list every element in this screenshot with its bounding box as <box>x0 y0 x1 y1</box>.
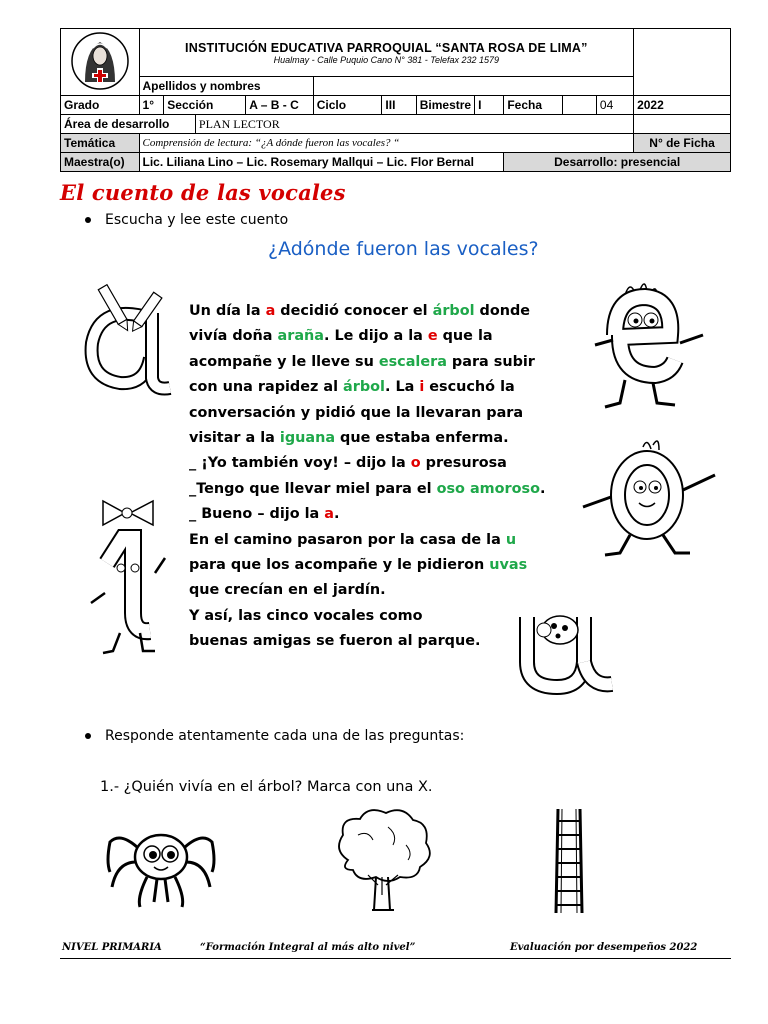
story-segment: En el camino pasaron por la casa de la <box>189 531 506 548</box>
story-line <box>189 350 569 375</box>
question-1: 1.- ¿Quién vivía en el árbol? Marca con una X. <box>100 779 433 795</box>
header-table <box>60 28 731 172</box>
letter-o-character-illustration <box>575 435 725 565</box>
story-segment: presurosa <box>420 455 507 472</box>
instruction-2-text: Responde atentamente cada una de las preguntas: <box>105 728 465 744</box>
story-line <box>189 401 569 426</box>
area-blank-cell <box>634 115 731 134</box>
story-segment: _ ¡Yo también voy! – dijo la <box>189 455 411 472</box>
footer-right: Evaluación por desempeños 2022 <box>510 942 698 953</box>
instruction-1 <box>85 212 288 228</box>
institution-name: INSTITUCIÓN EDUCATIVA PARROQUIAL “SANTA ROSA DE LIMA” <box>185 40 588 55</box>
seccion-value: A – B - C <box>246 96 314 115</box>
institution-address: Hualmay - Calle Puquio Cano N° 381 - Telefax 232 1579 <box>273 54 499 65</box>
story-segment: que estaba enferma. <box>335 430 509 447</box>
story-segment: para subir <box>446 353 535 370</box>
apellidos-field[interactable] <box>313 77 633 96</box>
story-segment: _Tengo que llevar miel para el <box>189 480 437 497</box>
story-segment: conversación y pidió que la llevaran para <box>189 404 524 421</box>
story-line <box>189 553 569 578</box>
apellidos-label: Apellidos y nombres <box>139 77 313 96</box>
ladder-option-icon[interactable] <box>550 805 590 917</box>
ciclo-value: III <box>382 96 416 115</box>
tree-option-icon[interactable] <box>328 805 436 917</box>
story-segment: visitar a la <box>189 430 280 447</box>
story-segment: . <box>540 480 546 497</box>
story-segment: Un día la <box>189 303 266 319</box>
letter-u-ladybug-illustration <box>512 592 622 697</box>
letter-a-pencils-illustration <box>80 283 180 408</box>
story-highlight: e <box>427 328 438 345</box>
seccion-label: Sección <box>164 96 246 115</box>
story-segment: . <box>333 506 340 523</box>
story-highlight: o <box>410 455 421 472</box>
desarrollo-value: Desarrollo: presencial <box>504 153 731 172</box>
area-label: Área de desarrollo <box>61 115 196 134</box>
blank-corner-cell <box>634 29 731 96</box>
story-segment: acompañe y le lleve su <box>189 353 379 370</box>
maestra-value: Lic. Liliana Lino – Lic. Rosemary Mallqui – Lic. Flor Bernal <box>139 153 504 172</box>
story-segment: . La <box>384 379 420 396</box>
story-line <box>189 375 569 400</box>
footer-center: “Formación Integral al más alto nivel” <box>200 942 416 953</box>
fecha-day-field[interactable] <box>563 96 597 115</box>
spider-option-icon[interactable] <box>102 812 220 917</box>
bimestre-label: Bimestre <box>416 96 474 115</box>
story-segment: Y así, las cinco vocales como <box>189 607 423 624</box>
school-logo <box>61 29 140 96</box>
grado-value: 1° <box>139 96 164 115</box>
story-highlight: árbol <box>432 303 475 319</box>
bimestre-value: I <box>475 96 504 115</box>
section-title: El cuento de las vocales <box>60 180 346 205</box>
story-line <box>189 324 569 349</box>
institution-cell <box>139 29 634 77</box>
story-highlight: uvas <box>489 557 528 574</box>
story-segment: con una rapidez al <box>189 379 344 396</box>
story-segment: donde <box>474 303 531 319</box>
story-line <box>189 502 569 527</box>
story-highlight: a <box>324 506 334 523</box>
instruction-1-text: Escucha y lee este cuento <box>105 212 289 228</box>
footer-left: NIVEL PRIMARIA <box>62 942 162 953</box>
grado-label: Grado <box>61 96 140 115</box>
saint-rosa-seal-icon <box>71 30 129 92</box>
story-highlight: iguana <box>279 430 336 447</box>
story-segment: para que los acompañe y le pidieron <box>189 557 490 574</box>
story-highlight: u <box>505 531 517 548</box>
story-segment: que crecían en el jardín. <box>189 582 386 599</box>
story-highlight: araña <box>277 328 324 345</box>
story-segment: escuchó la <box>424 379 515 396</box>
story-title: ¿Adónde fueron las vocales? <box>268 238 539 260</box>
story-segment: _ Bueno – dijo la <box>189 506 325 523</box>
footer-divider <box>60 958 731 959</box>
story-highlight: árbol <box>343 379 385 396</box>
story-highlight: a <box>265 303 276 319</box>
story-segment: que la <box>437 328 493 345</box>
maestra-label: Maestra(o) <box>61 153 140 172</box>
story-segment: decidió conocer el <box>275 303 433 319</box>
story-highlight: i <box>419 379 425 396</box>
tematica-label: Temática <box>61 134 140 153</box>
area-value: PLAN LECTOR <box>195 115 633 134</box>
story-segment: . Le dijo a la <box>324 328 428 345</box>
story-line <box>189 426 569 451</box>
story-highlight: oso amoroso <box>436 480 540 497</box>
bullet-icon <box>85 217 91 223</box>
letter-e-character-illustration <box>585 275 715 415</box>
story-segment: vivía doña <box>189 328 278 345</box>
fecha-year: 2022 <box>634 96 731 115</box>
letter-i-bow-character-illustration <box>85 483 170 658</box>
fecha-label: Fecha <box>504 96 563 115</box>
tematica-value: Comprensión de lectura: “¿A dónde fueron las vocales? “ <box>139 134 634 153</box>
ciclo-label: Ciclo <box>313 96 382 115</box>
instruction-2 <box>85 728 464 744</box>
story-segment: buenas amigas se fueron al parque. <box>189 633 481 650</box>
bullet-icon <box>85 733 91 739</box>
story-line <box>189 299 569 324</box>
story-highlight: escalera <box>378 353 447 370</box>
fecha-month: 04 <box>596 96 633 115</box>
story-line <box>189 528 569 553</box>
ficha-label: N° de Ficha <box>634 134 731 153</box>
story-line <box>189 451 569 476</box>
story-line <box>189 477 569 502</box>
